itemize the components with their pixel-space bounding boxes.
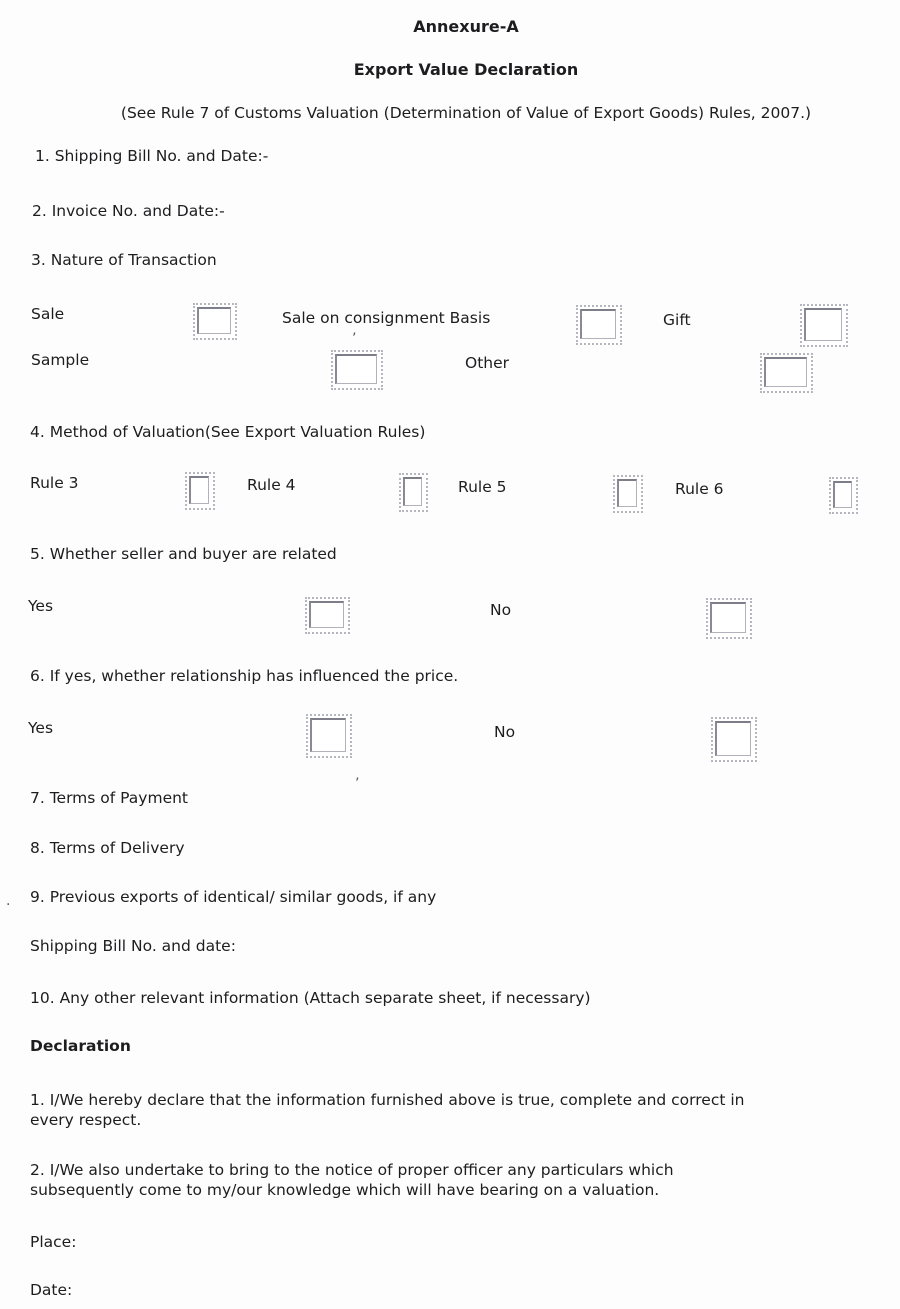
checkbox-gift[interactable] <box>800 304 848 347</box>
checkbox-influenced-yes[interactable] <box>306 714 352 758</box>
field-method-of-valuation: 4. Method of Valuation(See Export Valuation Rules) <box>30 423 426 441</box>
declaration-para-2-line-1: 2. I/We also undertake to bring to the notice of proper officer any particulars which <box>30 1161 674 1179</box>
option-label-related-no: No <box>490 601 512 619</box>
option-label-sample: Sample <box>31 351 90 369</box>
option-label-gift: Gift <box>663 311 691 329</box>
option-label-rule3: Rule 3 <box>30 474 79 492</box>
option-label-influenced-yes: Yes <box>28 719 54 737</box>
declaration-para-1-line-2: every respect. <box>30 1110 142 1129</box>
checkbox-other[interactable] <box>760 353 813 393</box>
scan-artifact-mark: ’ <box>352 331 357 347</box>
field-place: Place: <box>30 1233 77 1251</box>
form-subtitle: (See Rule 7 of Customs Valuation (Determination of Value of Export Goods) Rules, 2007.) <box>120 104 812 122</box>
checkbox-rule3[interactable] <box>185 472 215 510</box>
field-seller-buyer-related: 5. Whether seller and buyer are related <box>30 545 337 563</box>
field-date: Date: <box>30 1281 73 1299</box>
scan-artifact-dot: . <box>6 893 11 909</box>
field-terms-of-payment: 7. Terms of Payment <box>30 789 189 807</box>
checkbox-sale[interactable] <box>193 303 237 340</box>
option-label-other: Other <box>465 354 510 372</box>
option-label-consignment: Sale on consignment Basis <box>282 309 491 327</box>
checkbox-sample[interactable] <box>331 350 383 390</box>
declaration-heading: Declaration <box>30 1037 131 1055</box>
scan-artifact-mark: ’ <box>355 776 360 792</box>
field-terms-of-delivery: 8. Terms of Delivery <box>30 839 185 857</box>
option-label-sale: Sale <box>31 305 65 323</box>
option-label-rule4: Rule 4 <box>247 476 296 494</box>
checkbox-rule5[interactable] <box>613 475 643 513</box>
field-previous-exports: 9. Previous exports of identical/ similar goods, if any <box>30 888 437 906</box>
declaration-para-2-line-2: subsequently come to my/our knowledge which will have bearing on a valuation. <box>30 1180 660 1199</box>
field-other-information: 10. Any other relevant information (Attach separate sheet, if necessary) <box>30 989 591 1007</box>
field-previous-shipping-bill: Shipping Bill No. and date: <box>30 937 236 955</box>
field-shipping-bill: 1. Shipping Bill No. and Date:- <box>35 147 269 165</box>
field-relationship-influenced: 6. If yes, whether relationship has influenced the price. <box>30 667 459 685</box>
checkbox-related-yes[interactable] <box>305 597 350 634</box>
checkbox-influenced-no[interactable] <box>711 717 757 762</box>
field-invoice: 2. Invoice No. and Date:- <box>32 202 225 220</box>
checkbox-rule6[interactable] <box>829 477 858 514</box>
declaration-para-2 <box>30 1161 875 1200</box>
declaration-para-1 <box>30 1091 875 1130</box>
form-title: Export Value Declaration <box>353 60 579 79</box>
option-label-rule6: Rule 6 <box>675 480 724 498</box>
checkbox-related-no[interactable] <box>706 598 752 639</box>
option-label-rule5: Rule 5 <box>458 478 507 496</box>
annexure-title: Annexure-A <box>413 17 519 36</box>
option-label-related-yes: Yes <box>28 597 54 615</box>
declaration-para-1-line-1: 1. I/We hereby declare that the information furnished above is true, complete and correct in <box>30 1091 745 1109</box>
option-label-influenced-no: No <box>494 723 516 741</box>
checkbox-consignment[interactable] <box>576 305 622 345</box>
checkbox-rule4[interactable] <box>399 473 428 512</box>
field-nature-of-transaction: 3. Nature of Transaction <box>31 251 217 269</box>
